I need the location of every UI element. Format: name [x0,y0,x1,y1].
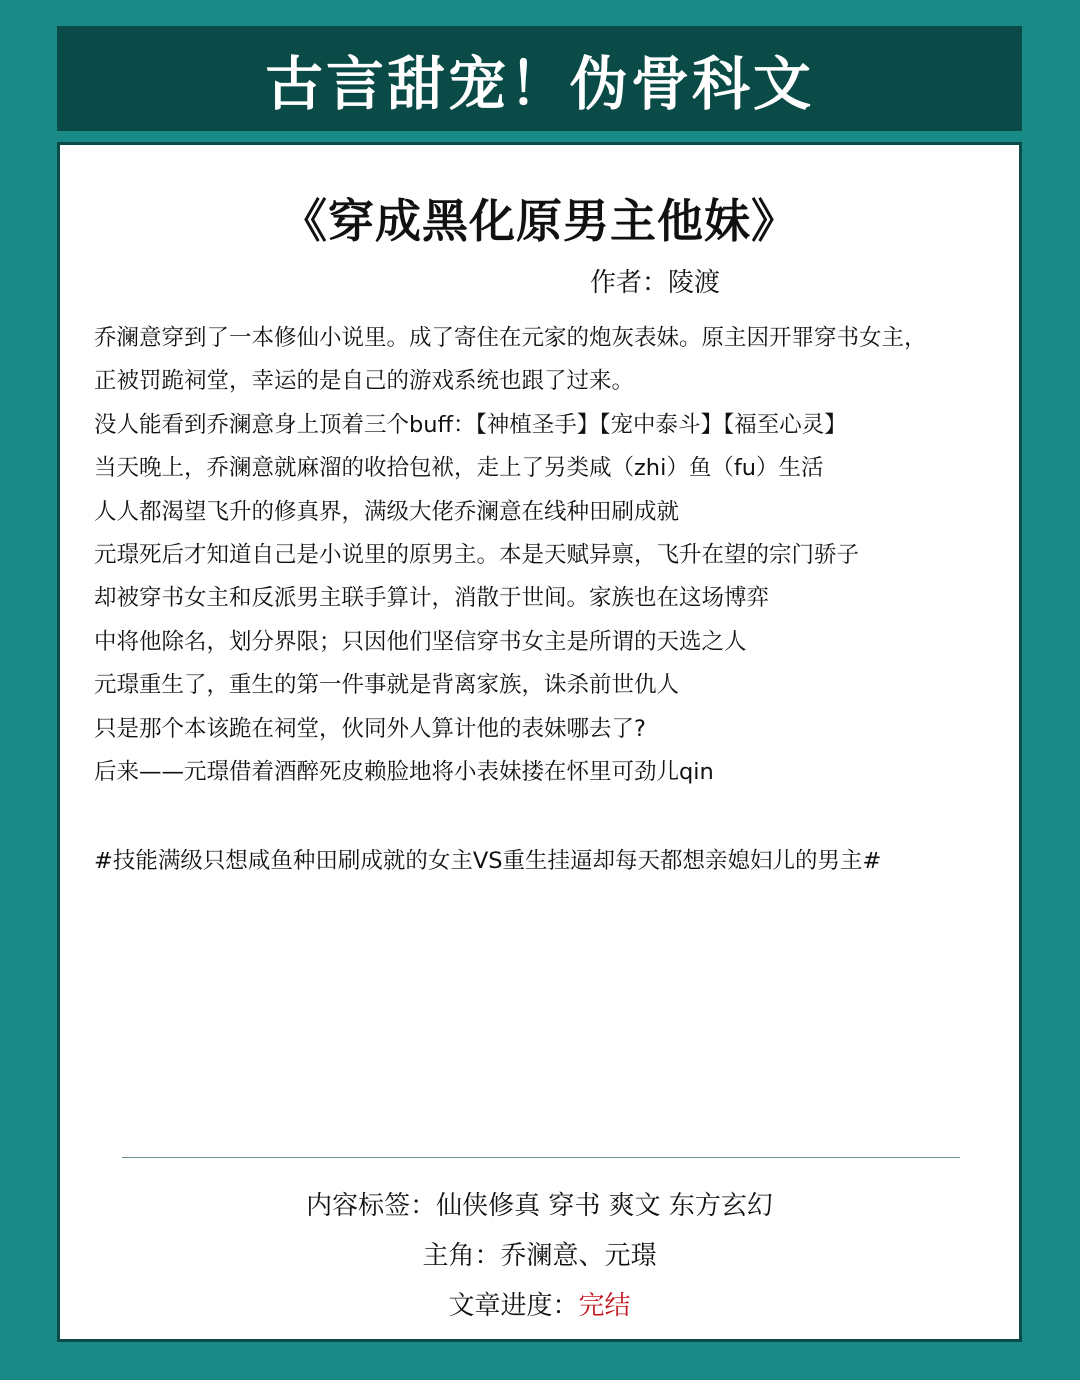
synopsis-line: 元璟重生了，重生的第一件事就是背离家族，诛杀前世仇人 [94,672,680,699]
hashtag-tagline: #技能满级只想咸鱼种田刷成就的女主VS重生挂逼却每天都想亲媳妇儿的男主# [94,848,882,874]
progress-status: 完结 [578,1291,631,1321]
synopsis-line: 人人都渴望飞升的修真界，满级大佬乔澜意在线种田刷成就 [94,498,680,525]
content-tags-label: 内容标签： [306,1191,437,1221]
content-tags [60,1185,1019,1222]
synopsis-line: 当天晚上，乔澜意就麻溜的收拾包袱，走上了另类咸（zhi）鱼（fu）生活 [94,455,824,482]
protagonists-value: 乔澜意、元璟 [500,1241,657,1271]
header-banner [57,26,1022,131]
header-title: 古言甜宠！伪骨科文 [264,49,814,118]
synopsis-line: 元璟死后才知道自己是小说里的原男主。本是天赋异禀，飞升在望的宗门骄子 [94,541,860,568]
synopsis-line: 只是那个本该跪在祠堂，伙同外人算计他的表妹哪去了? [94,715,646,742]
synopsis-line: 却被穿书女主和反派男主联手算计，消散于世间。家族也在这场博弈 [94,585,770,612]
synopsis-line: 中将他除名，划分界限；只因他们坚信穿书女主是所谓的天选之人 [94,628,747,655]
protagonists [60,1235,1019,1272]
synopsis-line: 后来——元璟借着酒醉死皮赖脸地将小表妹搂在怀里可劲儿qin [94,758,714,785]
content-card [57,142,1022,1342]
synopsis-line: 乔澜意穿到了一本修仙小说里。成了寄住在元家的炮灰表妹。原主因开罪穿书女主， [94,325,927,351]
book-title: 《穿成黑化原男主他妹》 [281,194,798,248]
progress-label: 文章进度： [448,1291,579,1321]
protagonists-label: 主角： [422,1241,501,1271]
synopsis [94,317,1014,794]
synopsis-line: 没人能看到乔澜意身上顶着三个buff：【神植圣手】【宠中泰斗】【福至心灵】 [94,411,847,438]
content-tags-value: 仙侠修真 穿书 爽文 东方玄幻 [436,1191,773,1221]
synopsis-line: 正被罚跪祠堂，幸运的是自己的游戏系统也跟了过来。 [94,368,635,395]
book-author: 作者：陵渡 [590,268,721,298]
divider [122,1157,960,1158]
article-progress [60,1285,1019,1322]
